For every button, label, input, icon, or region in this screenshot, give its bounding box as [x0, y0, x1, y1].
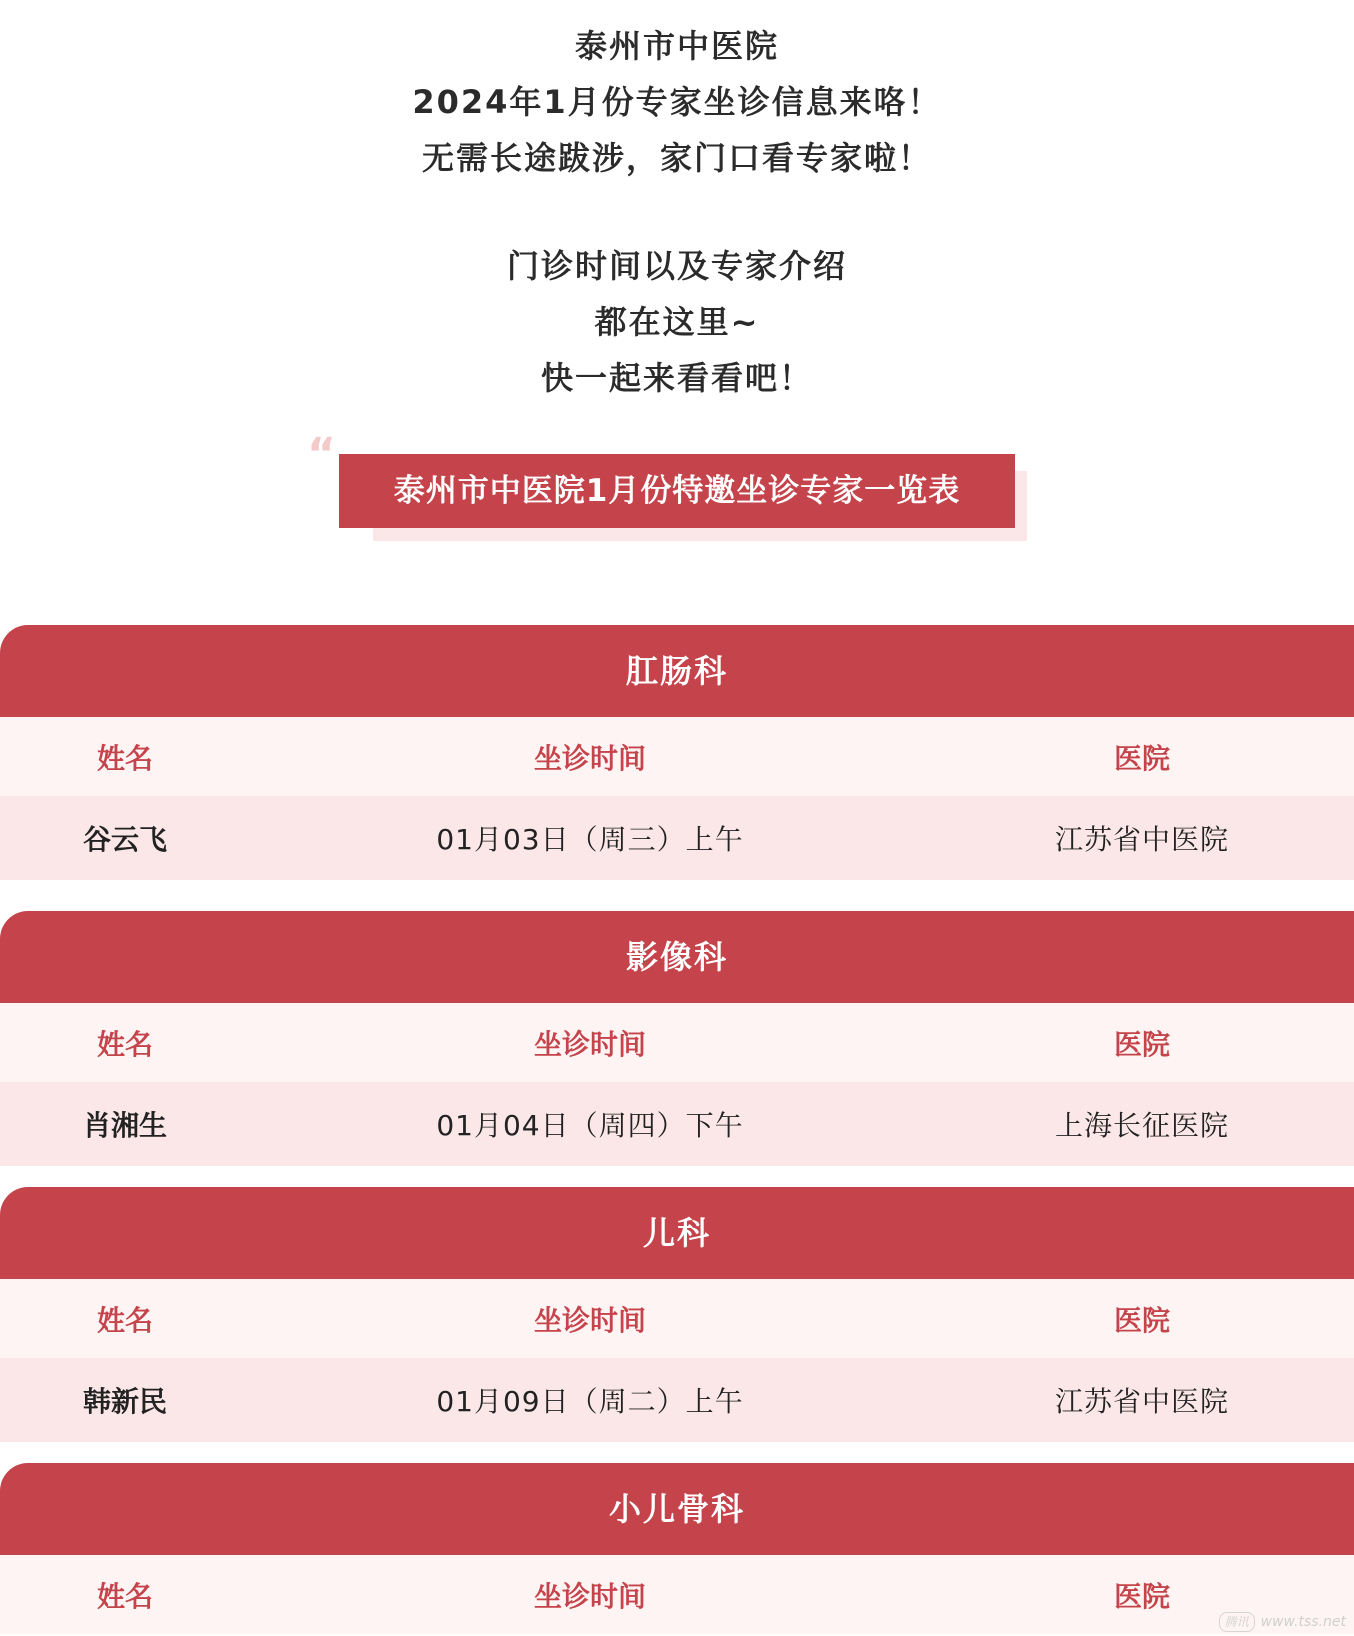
intro-all-here: 都在这里~: [594, 303, 760, 341]
expert-name: 肖湘生: [82, 1109, 167, 1142]
column-header-hospital: 医院: [1113, 1303, 1170, 1337]
expert-hospital: 江苏省中医院: [1054, 823, 1229, 856]
table-row: [0, 1358, 1354, 1442]
column-header-name: 姓名: [96, 1579, 153, 1613]
department-section: [0, 911, 1354, 1166]
column-header-name: 姓名: [96, 741, 153, 775]
department-section: [0, 1463, 1354, 1634]
site-watermark: [1219, 1612, 1346, 1632]
table-header-row: [0, 1555, 1354, 1634]
column-header-hospital: 医院: [1113, 741, 1170, 775]
schedule-banner: [307, 429, 1025, 541]
table-row: [0, 796, 1354, 880]
department-title: 影像科: [0, 911, 1354, 1003]
department-title: 小儿骨科: [0, 1463, 1354, 1555]
department-section: [0, 1187, 1354, 1442]
table-header-row: [0, 1003, 1354, 1082]
column-header-time: 坐诊时间: [533, 1303, 646, 1337]
table-row: [0, 1082, 1354, 1166]
watermark-text: www.tss.net: [1260, 1614, 1346, 1630]
expert-name: 韩新民: [82, 1385, 167, 1418]
column-header-time: 坐诊时间: [533, 741, 646, 775]
expert-hospital: 上海长征医院: [1054, 1109, 1229, 1142]
watermark-badge: 腾讯: [1219, 1612, 1255, 1632]
expert-name: 谷云飞: [82, 823, 167, 856]
column-header-hospital: 医院: [1113, 1027, 1170, 1061]
clinic-time: 01月04日（周四）下午: [436, 1109, 744, 1142]
table-header-row: [0, 1279, 1354, 1358]
table-header-row: [0, 717, 1354, 796]
quote-mark-icon: “: [307, 429, 336, 480]
expert-hospital: 江苏省中医院: [1054, 1385, 1229, 1418]
clinic-time: 01月03日（周三）上午: [436, 823, 744, 856]
banner-title: 泰州市中医院1月份特邀坐诊专家一览表: [339, 454, 1015, 528]
column-header-time: 坐诊时间: [533, 1579, 646, 1613]
department-section: [0, 625, 1354, 880]
intro-headline: 2024年1月份专家坐诊信息来咯！: [412, 83, 942, 121]
department-title: 儿科: [0, 1187, 1354, 1279]
column-header-hospital: 医院: [1113, 1579, 1170, 1613]
intro-clinic-info: 门诊时间以及专家介绍: [506, 247, 847, 285]
intro-hospital-name: 泰州市中医院: [574, 27, 779, 65]
intro-subline: 无需长途跋涉，家门口看专家啦！: [421, 139, 932, 177]
department-title: 肛肠科: [0, 625, 1354, 717]
column-header-time: 坐诊时间: [533, 1027, 646, 1061]
column-header-name: 姓名: [96, 1027, 153, 1061]
column-header-name: 姓名: [96, 1303, 153, 1337]
intro-text: [0, 18, 1354, 406]
intro-call-to-action: 快一起来看看吧！: [540, 359, 813, 397]
clinic-time: 01月09日（周二）上午: [436, 1385, 744, 1418]
